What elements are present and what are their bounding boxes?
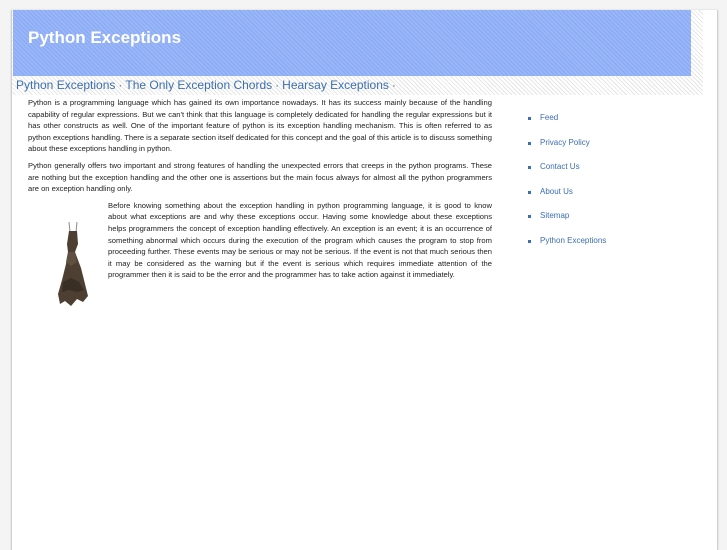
nav-link-python-exceptions[interactable]: Python Exceptions	[16, 78, 116, 92]
sidebar-item-about-us[interactable]	[528, 186, 698, 198]
top-navigation	[16, 78, 706, 96]
bullet-icon	[528, 166, 531, 169]
nav-link-hearsay-exceptions[interactable]: Hearsay Exceptions	[282, 78, 389, 92]
bullet-icon	[528, 142, 531, 145]
sidebar-link[interactable]: Privacy Policy	[540, 137, 590, 147]
article-paragraph: Before knowing something about the exception handling in python programming language, it is good to know about what exceptions are and why these exceptions occur. Having some knowledge about these exceptions helps programmers the concept of exception handling effectively. An exception is an event; it is an occurrence of something abnormal which occurs during the execution of the program which causes the program to stop from proceeding further. These events may be serious or may not be serious. If the event is not that much serious then it may be considered as the warning but if the event is serious which requires immediate attention of the programmer then it is said to be the error and the programmer has to take action against it immediately.	[108, 200, 492, 280]
sidebar-link[interactable]: About Us	[540, 186, 573, 196]
sidebar-link[interactable]: Sitemap	[540, 211, 570, 220]
article-content	[28, 97, 492, 286]
sidebar-item-sitemap[interactable]	[528, 210, 698, 222]
sidebar-item-contact-us[interactable]	[528, 161, 698, 173]
sidebar-link[interactable]: Contact Us	[540, 162, 580, 171]
article-paragraph: Python is a programming language which has gained its own importance nowadays. It has its success mainly because of the handling capability of regular expressions. But we can't think that this language is completely dedicated for handling the regular expressions but it has other constructs as well. One of the important feature of python is its exception handling mechanism. This is often referred to as python exceptions handling. There is a separate section itself dedicated for this concept and the goal of this article is to discuss something about these exceptions handling in python.	[28, 98, 492, 154]
bullet-icon	[528, 240, 531, 243]
header-banner	[13, 10, 691, 92]
site-title[interactable]: Python Exceptions	[28, 28, 182, 47]
nav-separator: ·	[391, 78, 396, 92]
bullet-icon	[528, 117, 531, 120]
nav-separator: ·	[275, 78, 280, 92]
sidebar-item-feed[interactable]	[528, 112, 698, 124]
sidebar-link[interactable]: Python Exceptions	[540, 235, 607, 245]
sidebar-item-python-exceptions[interactable]	[528, 235, 698, 247]
bullet-icon	[528, 191, 531, 194]
sidebar-link[interactable]: Feed	[540, 113, 559, 122]
article-paragraph: Python generally offers two important and strong features of handling the unexpected errors that creeps in the python programs. These are nothing but the exception handling and the other one is assertions but the main focus always for almost all the python programmers are on exception handling only.	[28, 160, 492, 194]
dress-photo-icon	[57, 222, 89, 308]
nav-link-only-exception-chords[interactable]: The Only Exception Chords	[125, 78, 273, 92]
sidebar-item-privacy-policy[interactable]	[528, 137, 698, 149]
bullet-icon	[528, 215, 531, 218]
sidebar-links	[528, 112, 698, 259]
nav-separator: ·	[118, 78, 123, 92]
